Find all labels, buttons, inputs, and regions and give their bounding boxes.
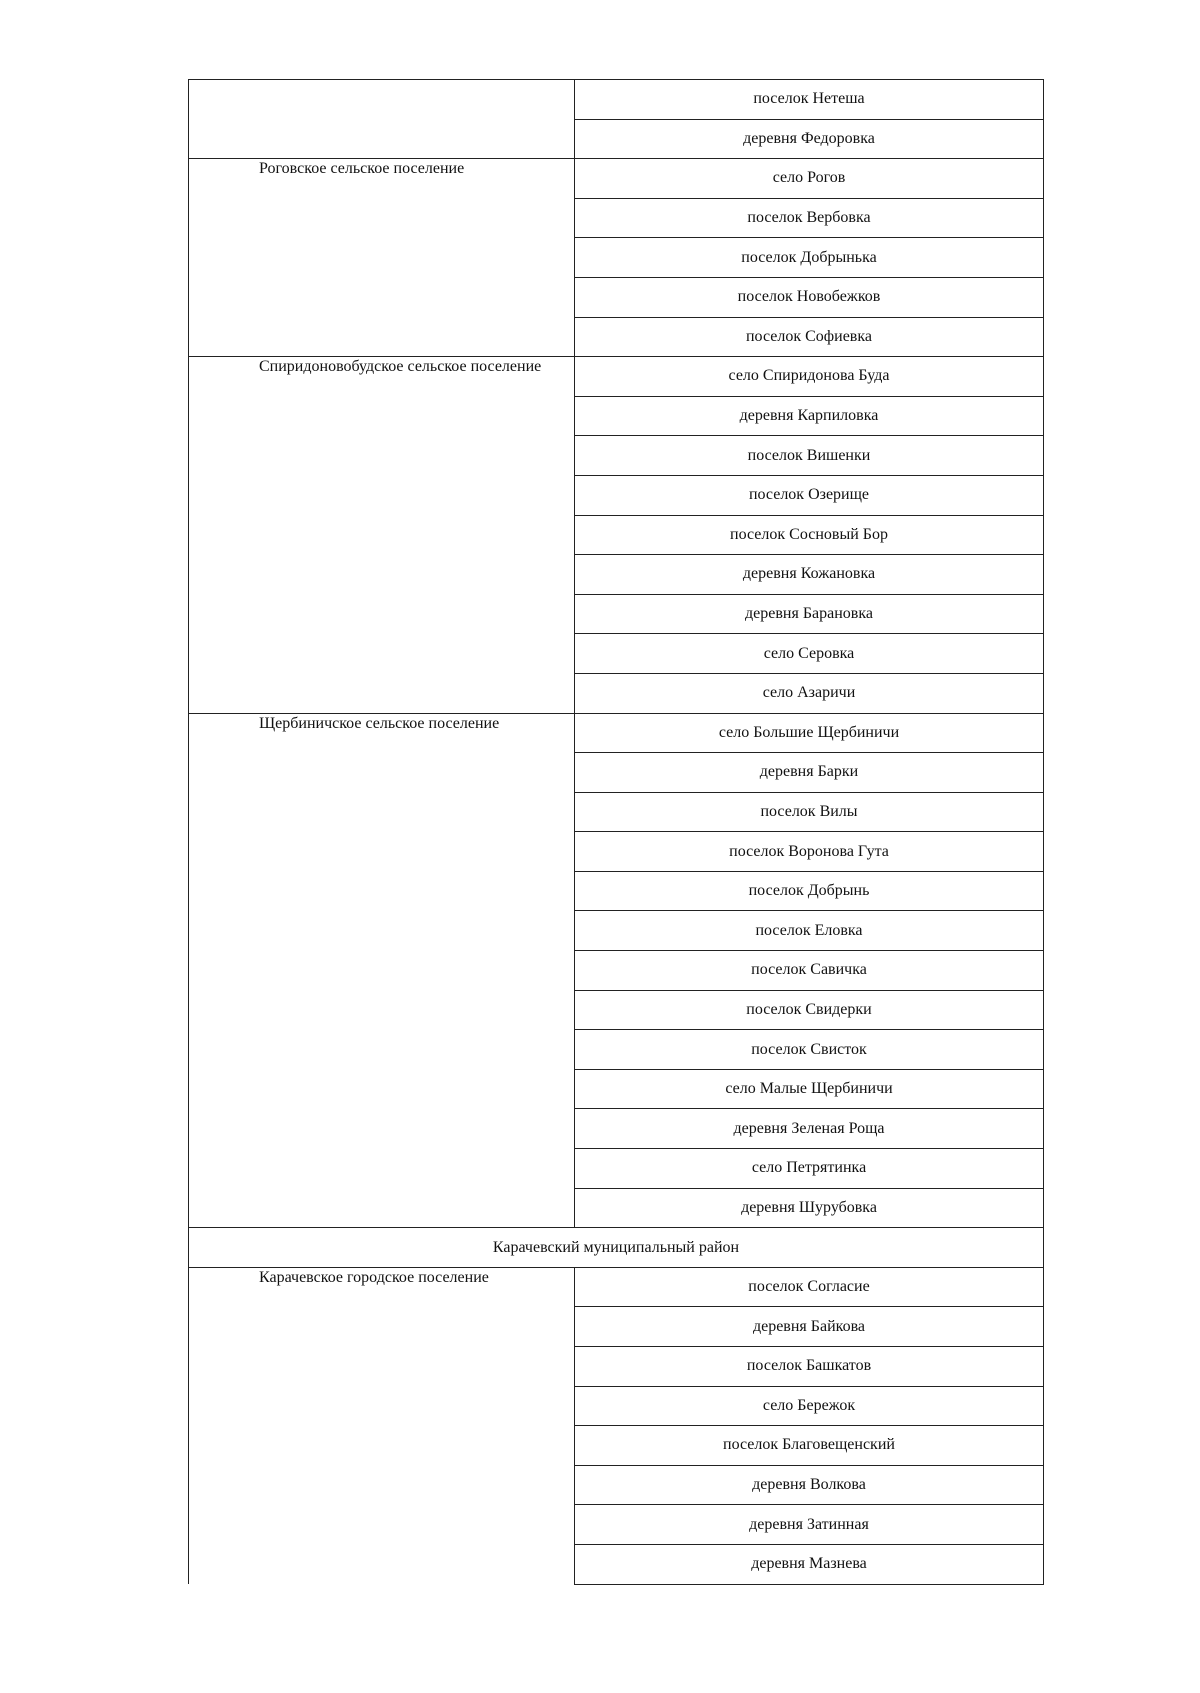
settlement-name: Роговское сельское поселение bbox=[259, 160, 465, 178]
settlement-cell bbox=[189, 357, 575, 713]
settlements-table-body bbox=[189, 80, 1044, 1585]
locality-cell: поселок Софиевка bbox=[575, 317, 1044, 357]
settlement-name: Щербиничское сельское поселение bbox=[259, 714, 500, 732]
district-row bbox=[189, 1228, 1044, 1268]
locality-cell: деревня Барки bbox=[575, 753, 1044, 793]
locality-cell: деревня Федоровка bbox=[575, 119, 1044, 159]
locality-cell: село Серовка bbox=[575, 634, 1044, 674]
settlement-name: Карачевское городское поселение bbox=[259, 1268, 489, 1286]
locality-cell: поселок Сосновый Бор bbox=[575, 515, 1044, 555]
locality-cell: деревня Шурубовка bbox=[575, 1188, 1044, 1228]
locality-cell: поселок Вилы bbox=[575, 792, 1044, 832]
locality-cell: село Бережок bbox=[575, 1386, 1044, 1426]
locality-cell: поселок Новобежков bbox=[575, 277, 1044, 317]
locality-cell: поселок Свисток bbox=[575, 1030, 1044, 1070]
settlement-cell bbox=[189, 80, 575, 159]
locality-cell: деревня Затинная bbox=[575, 1505, 1044, 1545]
locality-cell: поселок Благовещенский bbox=[575, 1426, 1044, 1466]
locality-cell: поселок Добрынька bbox=[575, 238, 1044, 278]
locality-cell: село Большие Щербиничи bbox=[575, 713, 1044, 753]
locality-cell: поселок Нетеша bbox=[575, 80, 1044, 120]
settlement-cell bbox=[189, 159, 575, 357]
locality-cell: деревня Зеленая Роща bbox=[575, 1109, 1044, 1149]
locality-cell: деревня Байкова bbox=[575, 1307, 1044, 1347]
table-row bbox=[189, 159, 1044, 199]
locality-cell: поселок Башкатов bbox=[575, 1347, 1044, 1387]
locality-cell: село Малые Щербиничи bbox=[575, 1069, 1044, 1109]
locality-cell: село Азаричи bbox=[575, 673, 1044, 713]
table-row bbox=[189, 713, 1044, 753]
locality-cell: деревня Кожановка bbox=[575, 555, 1044, 595]
locality-cell: поселок Савичка bbox=[575, 951, 1044, 991]
table-row bbox=[189, 357, 1044, 397]
locality-cell: поселок Вербовка bbox=[575, 198, 1044, 238]
locality-cell: деревня Барановка bbox=[575, 594, 1044, 634]
locality-cell: деревня Мазнева bbox=[575, 1544, 1044, 1584]
settlement-name: Спиридоновобудское сельское поселение bbox=[259, 358, 542, 376]
locality-cell: поселок Вишенки bbox=[575, 436, 1044, 476]
locality-cell: село Спиридонова Буда bbox=[575, 357, 1044, 397]
locality-cell: поселок Воронова Гута bbox=[575, 832, 1044, 872]
settlement-cell bbox=[189, 713, 575, 1228]
locality-cell: село Петрятинка bbox=[575, 1149, 1044, 1189]
locality-cell: деревня Волкова bbox=[575, 1465, 1044, 1505]
locality-cell: поселок Свидерки bbox=[575, 990, 1044, 1030]
locality-cell: поселок Добрынь bbox=[575, 871, 1044, 911]
locality-cell: поселок Согласие bbox=[575, 1267, 1044, 1307]
locality-cell: поселок Озерище bbox=[575, 475, 1044, 515]
locality-cell: поселок Еловка bbox=[575, 911, 1044, 951]
locality-cell: деревня Карпиловка bbox=[575, 396, 1044, 436]
table-row bbox=[189, 1267, 1044, 1307]
table-row bbox=[189, 80, 1044, 120]
district-heading: Карачевский муниципальный район bbox=[189, 1228, 1044, 1268]
settlements-table bbox=[188, 79, 1044, 1585]
settlement-cell bbox=[189, 1267, 575, 1584]
locality-cell: село Рогов bbox=[575, 159, 1044, 199]
